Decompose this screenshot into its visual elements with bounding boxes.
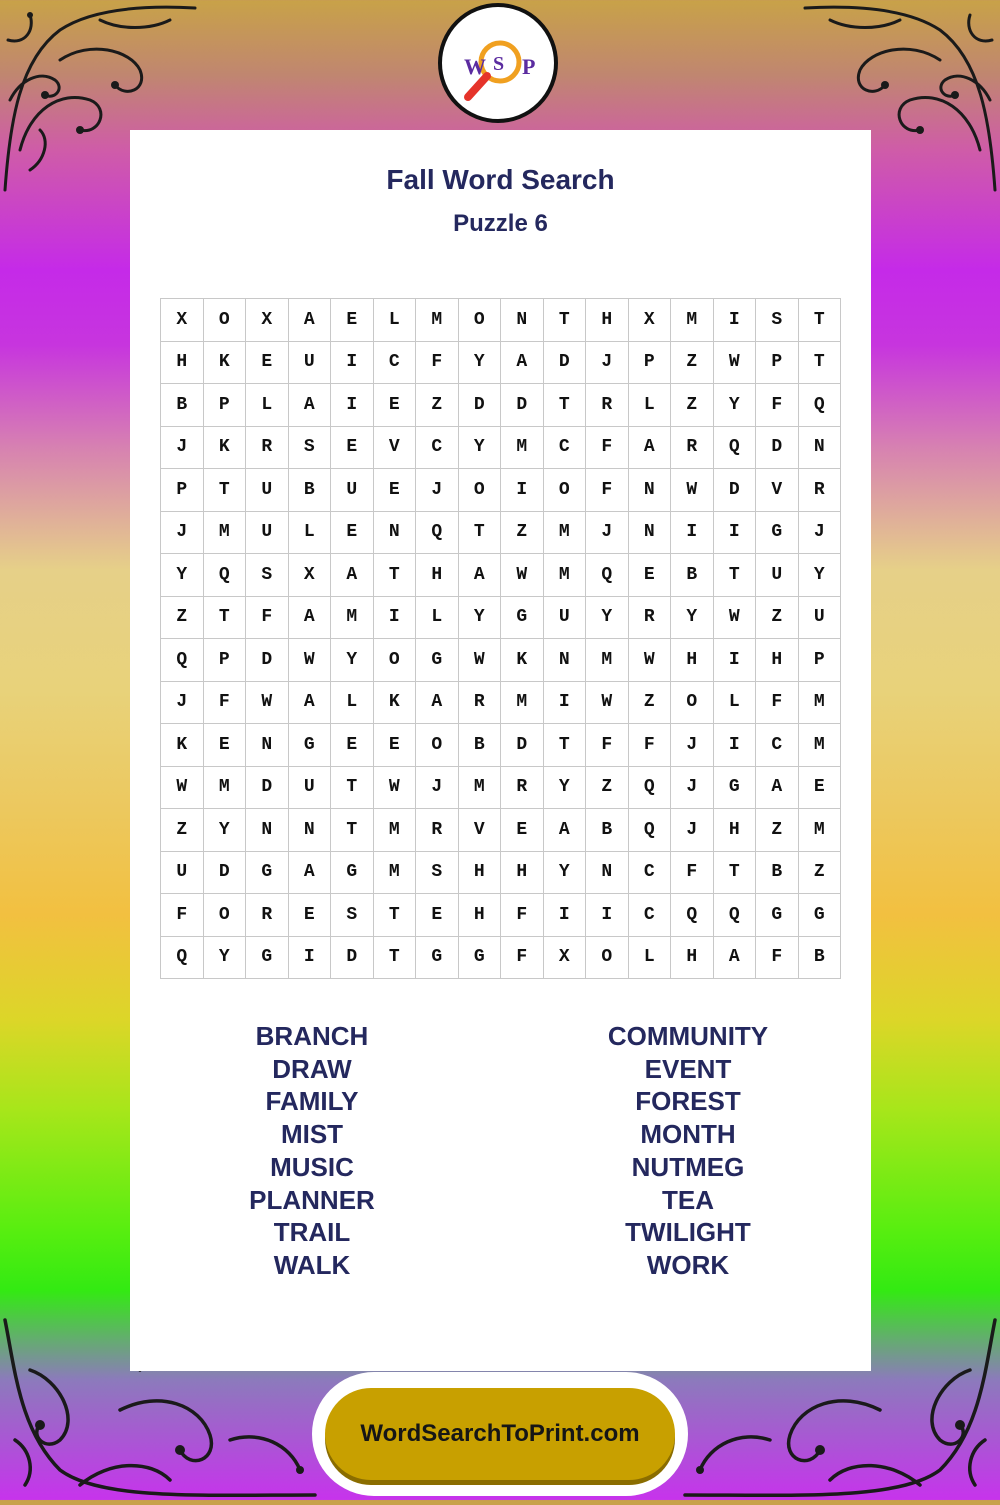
grid-cell[interactable]: E <box>289 894 332 937</box>
grid-cell[interactable]: J <box>671 724 714 767</box>
grid-cell[interactable]: U <box>246 469 289 512</box>
grid-cell[interactable]: Q <box>714 894 757 937</box>
grid-cell[interactable]: J <box>671 809 714 852</box>
grid-cell[interactable]: F <box>756 682 799 725</box>
grid-cell[interactable]: F <box>756 937 799 980</box>
grid-cell[interactable]: M <box>544 554 587 597</box>
grid-cell[interactable]: V <box>756 469 799 512</box>
grid-cell[interactable]: V <box>374 427 417 470</box>
logo[interactable] <box>438 3 558 123</box>
grid-cell[interactable]: D <box>501 384 544 427</box>
grid-cell[interactable]: G <box>246 852 289 895</box>
grid-cell[interactable]: A <box>289 682 332 725</box>
grid-cell[interactable]: F <box>246 597 289 640</box>
grid-cell[interactable]: H <box>416 554 459 597</box>
grid-cell[interactable]: N <box>374 512 417 555</box>
grid-cell[interactable]: H <box>586 299 629 342</box>
grid-cell[interactable]: J <box>586 512 629 555</box>
word-list-item: COMMUNITY <box>607 1021 769 1051</box>
grid-cell[interactable]: S <box>416 852 459 895</box>
grid-cell[interactable]: B <box>161 384 204 427</box>
grid-cell[interactable]: P <box>756 342 799 385</box>
grid-cell[interactable]: K <box>501 639 544 682</box>
grid-cell[interactable]: E <box>374 469 417 512</box>
grid-cell[interactable]: M <box>331 597 374 640</box>
grid-cell[interactable]: B <box>459 724 502 767</box>
grid-cell[interactable]: Z <box>586 767 629 810</box>
grid-cell[interactable]: M <box>501 682 544 725</box>
grid-cell[interactable]: E <box>799 767 842 810</box>
grid-cell[interactable]: A <box>289 384 332 427</box>
word-list-item: FOREST <box>635 1086 741 1117</box>
grid-cell[interactable]: G <box>416 937 459 980</box>
grid-cell[interactable]: F <box>501 937 544 980</box>
grid-cell[interactable]: M <box>501 427 544 470</box>
grid-cell[interactable]: U <box>756 554 799 597</box>
grid-cell[interactable]: R <box>629 597 672 640</box>
grid-cell[interactable]: F <box>629 724 672 767</box>
grid-cell[interactable]: G <box>756 894 799 937</box>
grid-cell[interactable]: J <box>161 512 204 555</box>
grid-cell[interactable]: I <box>544 894 587 937</box>
grid-cell[interactable]: C <box>756 724 799 767</box>
grid-cell[interactable]: M <box>204 767 247 810</box>
grid-cell[interactable]: A <box>289 597 332 640</box>
grid-cell[interactable]: W <box>161 767 204 810</box>
grid-cell[interactable]: I <box>586 894 629 937</box>
grid-cell[interactable]: Q <box>161 639 204 682</box>
grid-cell[interactable]: Y <box>544 767 587 810</box>
grid-cell[interactable]: W <box>246 682 289 725</box>
grid-cell[interactable]: M <box>374 852 417 895</box>
grid-cell[interactable]: T <box>544 384 587 427</box>
grid-cell[interactable]: Z <box>161 597 204 640</box>
grid-cell[interactable]: Y <box>161 554 204 597</box>
word-list-left <box>152 1020 472 1282</box>
grid-cell[interactable]: U <box>289 342 332 385</box>
logo-letter-s: S <box>493 53 505 75</box>
grid-cell[interactable]: T <box>544 299 587 342</box>
grid-cell[interactable]: Y <box>459 597 502 640</box>
grid-cell[interactable]: R <box>246 427 289 470</box>
grid-cell[interactable]: G <box>501 597 544 640</box>
grid-cell[interactable]: W <box>459 639 502 682</box>
grid-cell[interactable]: Y <box>331 639 374 682</box>
word-list-item: BRANCH <box>255 1021 369 1051</box>
grid-cell[interactable]: A <box>416 682 459 725</box>
grid-cell[interactable]: T <box>714 852 757 895</box>
grid-cell[interactable]: W <box>714 597 757 640</box>
grid-cell[interactable]: L <box>374 299 417 342</box>
grid-cell[interactable]: Z <box>756 597 799 640</box>
grid-cell[interactable]: I <box>714 512 757 555</box>
grid-cell[interactable]: U <box>331 469 374 512</box>
grid-cell[interactable]: D <box>501 724 544 767</box>
grid-cell[interactable]: U <box>544 597 587 640</box>
grid-cell[interactable]: F <box>756 384 799 427</box>
grid-cell[interactable]: N <box>501 299 544 342</box>
grid-cell[interactable]: N <box>544 639 587 682</box>
grid-cell[interactable]: B <box>756 852 799 895</box>
grid-cell[interactable]: K <box>374 682 417 725</box>
grid-cell[interactable]: F <box>501 894 544 937</box>
grid-cell[interactable]: R <box>586 384 629 427</box>
grid-cell[interactable]: W <box>714 342 757 385</box>
grid-cell[interactable]: T <box>799 342 842 385</box>
grid-cell[interactable]: M <box>204 512 247 555</box>
grid-cell[interactable]: L <box>246 384 289 427</box>
grid-cell[interactable]: V <box>459 809 502 852</box>
grid-cell[interactable]: W <box>501 554 544 597</box>
grid-cell[interactable]: J <box>799 512 842 555</box>
grid-cell[interactable]: P <box>161 469 204 512</box>
grid-cell[interactable]: P <box>629 342 672 385</box>
grid-cell[interactable]: H <box>501 852 544 895</box>
grid-cell[interactable]: Y <box>204 937 247 980</box>
grid-cell[interactable]: I <box>331 342 374 385</box>
grid-cell[interactable]: U <box>799 597 842 640</box>
grid-cell[interactable]: N <box>629 512 672 555</box>
grid-cell[interactable]: U <box>161 852 204 895</box>
grid-cell[interactable]: Q <box>586 554 629 597</box>
grid-cell[interactable]: Q <box>714 427 757 470</box>
grid-cell[interactable]: B <box>586 809 629 852</box>
grid-cell[interactable]: I <box>714 639 757 682</box>
grid-cell[interactable]: G <box>416 639 459 682</box>
word-list-item: NUTMEG <box>631 1151 745 1182</box>
grid-cell[interactable]: E <box>204 724 247 767</box>
logo-letter-p: P <box>522 54 536 79</box>
grid-cell[interactable]: P <box>204 384 247 427</box>
grid-cell[interactable]: X <box>161 299 204 342</box>
grid-cell[interactable]: S <box>246 554 289 597</box>
grid-cell[interactable]: T <box>331 809 374 852</box>
word-list-item: MONTH <box>640 1119 736 1150</box>
grid-cell[interactable]: Y <box>459 427 502 470</box>
grid-cell[interactable]: A <box>756 767 799 810</box>
grid-cell[interactable]: N <box>586 852 629 895</box>
grid-cell[interactable]: N <box>246 809 289 852</box>
grid-cell[interactable]: N <box>799 427 842 470</box>
grid-cell[interactable]: D <box>331 937 374 980</box>
grid-cell[interactable]: D <box>246 767 289 810</box>
grid-cell[interactable]: S <box>331 894 374 937</box>
word-list-item: TRAIL <box>273 1217 351 1248</box>
grid-cell[interactable]: A <box>544 809 587 852</box>
grid-cell[interactable]: L <box>331 682 374 725</box>
grid-cell[interactable]: Y <box>586 597 629 640</box>
grid-cell[interactable]: K <box>204 342 247 385</box>
word-list-item: TWILIGHT <box>625 1217 751 1248</box>
grid-cell[interactable]: D <box>714 469 757 512</box>
grid-cell[interactable]: Q <box>161 937 204 980</box>
grid-cell[interactable]: A <box>289 852 332 895</box>
grid-cell[interactable]: I <box>289 937 332 980</box>
grid-cell[interactable]: L <box>629 937 672 980</box>
letter-grid <box>160 298 841 979</box>
grid-cell[interactable]: W <box>289 639 332 682</box>
grid-cell[interactable]: Q <box>629 809 672 852</box>
word-list-right <box>528 1020 848 1282</box>
page-title: Fall Word Search <box>386 164 615 195</box>
grid-cell[interactable]: L <box>629 384 672 427</box>
grid-cell[interactable]: O <box>374 639 417 682</box>
grid-cell[interactable]: T <box>204 469 247 512</box>
puzzle-card <box>130 130 871 1371</box>
magnifier-icon <box>442 7 554 119</box>
grid-cell[interactable]: R <box>246 894 289 937</box>
grid-cell[interactable]: L <box>416 597 459 640</box>
grid-cell[interactable]: O <box>586 937 629 980</box>
grid-cell[interactable]: R <box>799 469 842 512</box>
grid-cell[interactable]: H <box>714 809 757 852</box>
grid-cell[interactable]: T <box>374 554 417 597</box>
grid-cell[interactable]: G <box>289 724 332 767</box>
grid-cell[interactable]: J <box>671 767 714 810</box>
grid-cell[interactable]: C <box>374 342 417 385</box>
grid-cell[interactable]: H <box>459 894 502 937</box>
grid-cell[interactable]: A <box>629 427 672 470</box>
grid-cell[interactable]: T <box>374 894 417 937</box>
grid-cell[interactable]: W <box>671 469 714 512</box>
grid-cell[interactable]: Z <box>501 512 544 555</box>
grid-cell[interactable]: O <box>671 682 714 725</box>
grid-cell[interactable]: E <box>331 724 374 767</box>
grid-cell[interactable]: A <box>501 342 544 385</box>
grid-cell[interactable]: E <box>331 427 374 470</box>
grid-cell[interactable]: H <box>459 852 502 895</box>
grid-cell[interactable]: I <box>671 512 714 555</box>
word-list-item: MUSIC <box>270 1151 354 1182</box>
grid-cell[interactable]: J <box>161 682 204 725</box>
grid-cell[interactable]: R <box>416 809 459 852</box>
grid-cell[interactable]: G <box>756 512 799 555</box>
grid-cell[interactable]: X <box>246 299 289 342</box>
word-list-item: EVENT <box>644 1053 732 1084</box>
grid-cell[interactable]: H <box>671 937 714 980</box>
grid-cell[interactable]: B <box>289 469 332 512</box>
grid-cell[interactable]: Q <box>629 767 672 810</box>
grid-cell[interactable]: W <box>629 639 672 682</box>
grid-cell[interactable]: X <box>289 554 332 597</box>
grid-cell[interactable]: G <box>246 937 289 980</box>
grid-cell[interactable]: C <box>629 852 672 895</box>
grid-cell[interactable]: D <box>544 342 587 385</box>
grid-cell[interactable]: Z <box>756 809 799 852</box>
grid-cell[interactable]: J <box>416 767 459 810</box>
grid-cell[interactable]: Q <box>671 894 714 937</box>
grid-cell[interactable]: O <box>416 724 459 767</box>
grid-cell[interactable]: Y <box>544 852 587 895</box>
grid-cell[interactable]: C <box>629 894 672 937</box>
grid-cell[interactable]: Z <box>671 384 714 427</box>
grid-cell[interactable]: N <box>246 724 289 767</box>
grid-cell[interactable]: U <box>289 767 332 810</box>
grid-cell[interactable]: E <box>331 299 374 342</box>
word-list-item: WORK <box>646 1249 730 1280</box>
grid-cell[interactable]: I <box>544 682 587 725</box>
grid-cell[interactable]: E <box>416 894 459 937</box>
grid-cell[interactable]: I <box>374 597 417 640</box>
grid-cell[interactable]: D <box>459 384 502 427</box>
word-list-item: FAMILY <box>265 1086 359 1117</box>
grid-cell[interactable]: E <box>501 809 544 852</box>
grid-cell[interactable]: O <box>204 299 247 342</box>
grid-cell[interactable]: W <box>374 767 417 810</box>
grid-cell[interactable]: Q <box>204 554 247 597</box>
grid-cell[interactable]: E <box>629 554 672 597</box>
grid-cell[interactable]: S <box>289 427 332 470</box>
grid-cell[interactable]: E <box>374 724 417 767</box>
grid-cell[interactable]: G <box>331 852 374 895</box>
grid-cell[interactable]: F <box>161 894 204 937</box>
grid-cell[interactable]: P <box>204 639 247 682</box>
grid-cell[interactable]: E <box>374 384 417 427</box>
grid-cell[interactable]: N <box>289 809 332 852</box>
grid-cell[interactable]: H <box>756 639 799 682</box>
grid-cell[interactable]: M <box>799 809 842 852</box>
grid-cell[interactable]: G <box>459 937 502 980</box>
grid-cell[interactable]: R <box>501 767 544 810</box>
grid-cell[interactable]: L <box>714 682 757 725</box>
grid-cell[interactable]: K <box>161 724 204 767</box>
grid-cell[interactable]: I <box>331 384 374 427</box>
grid-cell[interactable]: T <box>714 554 757 597</box>
grid-cell[interactable]: O <box>459 469 502 512</box>
grid-cell[interactable]: Y <box>714 384 757 427</box>
grid-cell[interactable]: M <box>799 724 842 767</box>
grid-cell[interactable]: T <box>544 724 587 767</box>
grid-cell[interactable]: I <box>714 724 757 767</box>
grid-cell[interactable]: Y <box>671 597 714 640</box>
grid-cell[interactable]: Y <box>459 342 502 385</box>
grid-cell[interactable]: Z <box>416 384 459 427</box>
logo-letter-w: W <box>464 54 486 79</box>
grid-cell[interactable]: A <box>714 937 757 980</box>
grid-cell[interactable]: B <box>799 937 842 980</box>
grid-cell[interactable]: Z <box>629 682 672 725</box>
grid-cell[interactable]: F <box>416 342 459 385</box>
grid-cell[interactable]: Z <box>161 809 204 852</box>
grid-cell[interactable]: J <box>416 469 459 512</box>
grid-cell[interactable]: R <box>671 427 714 470</box>
grid-cell[interactable]: D <box>204 852 247 895</box>
grid-cell[interactable]: T <box>799 299 842 342</box>
grid-cell[interactable]: F <box>671 852 714 895</box>
grid-cell[interactable]: T <box>204 597 247 640</box>
grid-cell[interactable]: Z <box>799 852 842 895</box>
grid-cell[interactable]: L <box>289 512 332 555</box>
grid-cell[interactable]: I <box>714 299 757 342</box>
grid-cell[interactable]: C <box>544 427 587 470</box>
grid-cell[interactable]: R <box>459 682 502 725</box>
grid-cell[interactable]: M <box>459 767 502 810</box>
puzzle-subtitle: Puzzle 6 <box>453 210 548 237</box>
grid-cell[interactable]: H <box>671 639 714 682</box>
grid-cell[interactable]: F <box>586 724 629 767</box>
grid-cell[interactable]: O <box>459 299 502 342</box>
grid-cell[interactable]: B <box>671 554 714 597</box>
grid-cell[interactable]: C <box>416 427 459 470</box>
grid-cell[interactable]: K <box>204 427 247 470</box>
grid-cell[interactable]: O <box>544 469 587 512</box>
grid-cell[interactable]: F <box>586 427 629 470</box>
grid-cell[interactable]: T <box>331 767 374 810</box>
grid-cell[interactable]: I <box>501 469 544 512</box>
grid-cell[interactable]: A <box>459 554 502 597</box>
grid-cell[interactable]: T <box>374 937 417 980</box>
grid-cell[interactable]: S <box>756 299 799 342</box>
grid-cell[interactable]: M <box>416 299 459 342</box>
grid-cell[interactable]: X <box>544 937 587 980</box>
grid-cell[interactable]: Y <box>799 554 842 597</box>
grid-cell[interactable]: D <box>246 639 289 682</box>
grid-cell[interactable]: Z <box>671 342 714 385</box>
grid-cell[interactable]: J <box>161 427 204 470</box>
grid-cell[interactable]: A <box>331 554 374 597</box>
grid-cell[interactable]: F <box>204 682 247 725</box>
grid-cell[interactable]: F <box>586 469 629 512</box>
grid-cell[interactable]: A <box>289 299 332 342</box>
grid-cell[interactable]: M <box>544 512 587 555</box>
grid-cell[interactable]: Y <box>204 809 247 852</box>
grid-cell[interactable]: M <box>374 809 417 852</box>
grid-cell[interactable]: J <box>586 342 629 385</box>
grid-cell[interactable]: T <box>459 512 502 555</box>
grid-cell[interactable]: D <box>756 427 799 470</box>
grid-cell[interactable]: Q <box>799 384 842 427</box>
word-list-item: PLANNER <box>249 1184 375 1215</box>
grid-cell[interactable]: O <box>204 894 247 937</box>
grid-cell[interactable]: N <box>629 469 672 512</box>
grid-cell[interactable]: M <box>799 682 842 725</box>
grid-cell[interactable]: E <box>331 512 374 555</box>
grid-cell[interactable]: W <box>586 682 629 725</box>
grid-cell[interactable]: G <box>714 767 757 810</box>
word-list-item: MIST <box>280 1119 344 1150</box>
grid-cell[interactable]: G <box>799 894 842 937</box>
grid-cell[interactable]: M <box>586 639 629 682</box>
word-list-item: DRAW <box>272 1053 352 1084</box>
word-list-item: WALK <box>273 1249 351 1280</box>
grid-cell[interactable]: Q <box>416 512 459 555</box>
word-list-item: TEA <box>662 1184 714 1215</box>
grid-cell[interactable]: E <box>246 342 289 385</box>
grid-cell[interactable]: M <box>671 299 714 342</box>
grid-cell[interactable]: H <box>161 342 204 385</box>
grid-cell[interactable]: U <box>246 512 289 555</box>
grid-cell[interactable]: P <box>799 639 842 682</box>
grid-cell[interactable]: X <box>629 299 672 342</box>
footer-link[interactable]: WordSearchToPrint.com <box>325 1388 675 1480</box>
